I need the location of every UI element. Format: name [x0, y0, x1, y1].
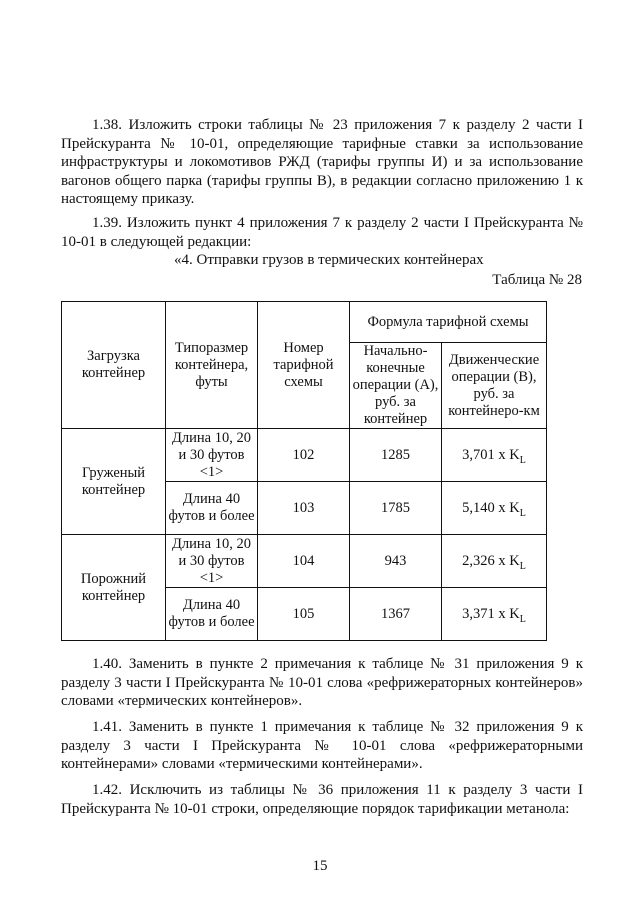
cell-movement: [442, 429, 547, 482]
table-header-row: [62, 302, 547, 343]
cell-size: Длина 40 футов и более: [166, 588, 258, 641]
cell-movement: [442, 535, 547, 588]
cell-movement-value: 5,140 x K: [462, 499, 520, 516]
header-loading: Загрузка контейнер: [62, 302, 166, 429]
paragraph-1-40-text: 1.40. Заменить в пункте 2 примечания к таблице № 31 приложения 9 к разделу 3 части I Прейскуранта № 10-01 слова «рефрижераторных контейнеров» словами «термических контейнеров».: [61, 656, 583, 709]
cell-size: Длина 10, 20 и 30 футов <1>: [166, 535, 258, 588]
cell-size: Длина 10, 20 и 30 футов <1>: [166, 429, 258, 482]
paragraph-1-41-text: 1.41. Заменить в пункте 1 примечания к таблице № 32 приложения 9 к разделу 3 части I Прейскуранта № 10-01 слова «рефрижераторными контейнерами» словами «термическими контейнерами».: [61, 719, 583, 772]
page-number: 15: [312, 858, 328, 874]
paragraph-1-39-text: 1.39. Изложить пункт 4 приложения 7 к разделу 2 части I Прейскуранта № 10-01 в следующей редакции:: [61, 215, 583, 250]
cell-movement: [442, 588, 547, 641]
cell-initial: 943: [350, 535, 442, 588]
cell-size: Длина 40 футов и более: [166, 482, 258, 535]
tariff-table: [61, 301, 547, 641]
header-size: Типоразмер контейнера, футы: [166, 302, 258, 429]
cell-movement-sub: L: [519, 560, 526, 572]
table-row: [62, 535, 547, 588]
cell-loading: Порожний контейнер: [62, 535, 166, 641]
header-formula: Формула тарифной схемы: [350, 302, 547, 343]
cell-initial: 1285: [350, 429, 442, 482]
header-scheme: Номер тарифной схемы: [258, 302, 350, 429]
cell-movement-sub: L: [519, 507, 526, 519]
cell-scheme: 104: [258, 535, 350, 588]
paragraph-1-42-text: 1.42. Исключить из таблицы № 36 приложения 11 к разделу 3 части I Прейскуранта № 10-01 строки, определяющие порядок тарификации метанола:: [61, 782, 583, 817]
table-row: [62, 429, 547, 482]
cell-movement-value: 2,326 x K: [462, 552, 520, 569]
cell-loading: Груженый контейнер: [62, 429, 166, 535]
cell-movement-sub: L: [519, 613, 526, 625]
header-movement: Движенческие операции (В), руб. за контейнеро-км: [442, 343, 547, 429]
table-caption: Таблица № 28: [492, 272, 582, 288]
cell-scheme: 103: [258, 482, 350, 535]
cell-scheme: 105: [258, 588, 350, 641]
cell-initial: 1367: [350, 588, 442, 641]
cell-initial: 1785: [350, 482, 442, 535]
cell-movement-value: 3,701 x K: [462, 446, 520, 463]
cell-scheme: 102: [258, 429, 350, 482]
paragraph-1-38: [61, 116, 583, 209]
cell-movement-sub: L: [519, 454, 526, 466]
paragraph-1-38-text: 1.38. Изложить строки таблицы № 23 приложения 7 к разделу 2 части I Прейскуранта № 10-01, определяющие тарифные ставки за использование инфраструктуры и локомотивов РЖД (тарифы группы И) и за использование вагонов общего парка (тарифы группы В), в редакции согласно приложению 1 к настоящему приказу.: [61, 117, 583, 207]
paragraph-1-41: [61, 718, 583, 774]
paragraph-1-39: [61, 214, 583, 251]
cell-movement-value: 3,371 x K: [462, 605, 520, 622]
section-heading: «4. Отправки грузов в термических контейнерах: [174, 252, 484, 268]
header-initial: Начально-конечные операции (А), руб. за контейнер: [350, 343, 442, 429]
cell-movement: [442, 482, 547, 535]
paragraph-1-42: [61, 781, 583, 818]
paragraph-1-40: [61, 655, 583, 711]
